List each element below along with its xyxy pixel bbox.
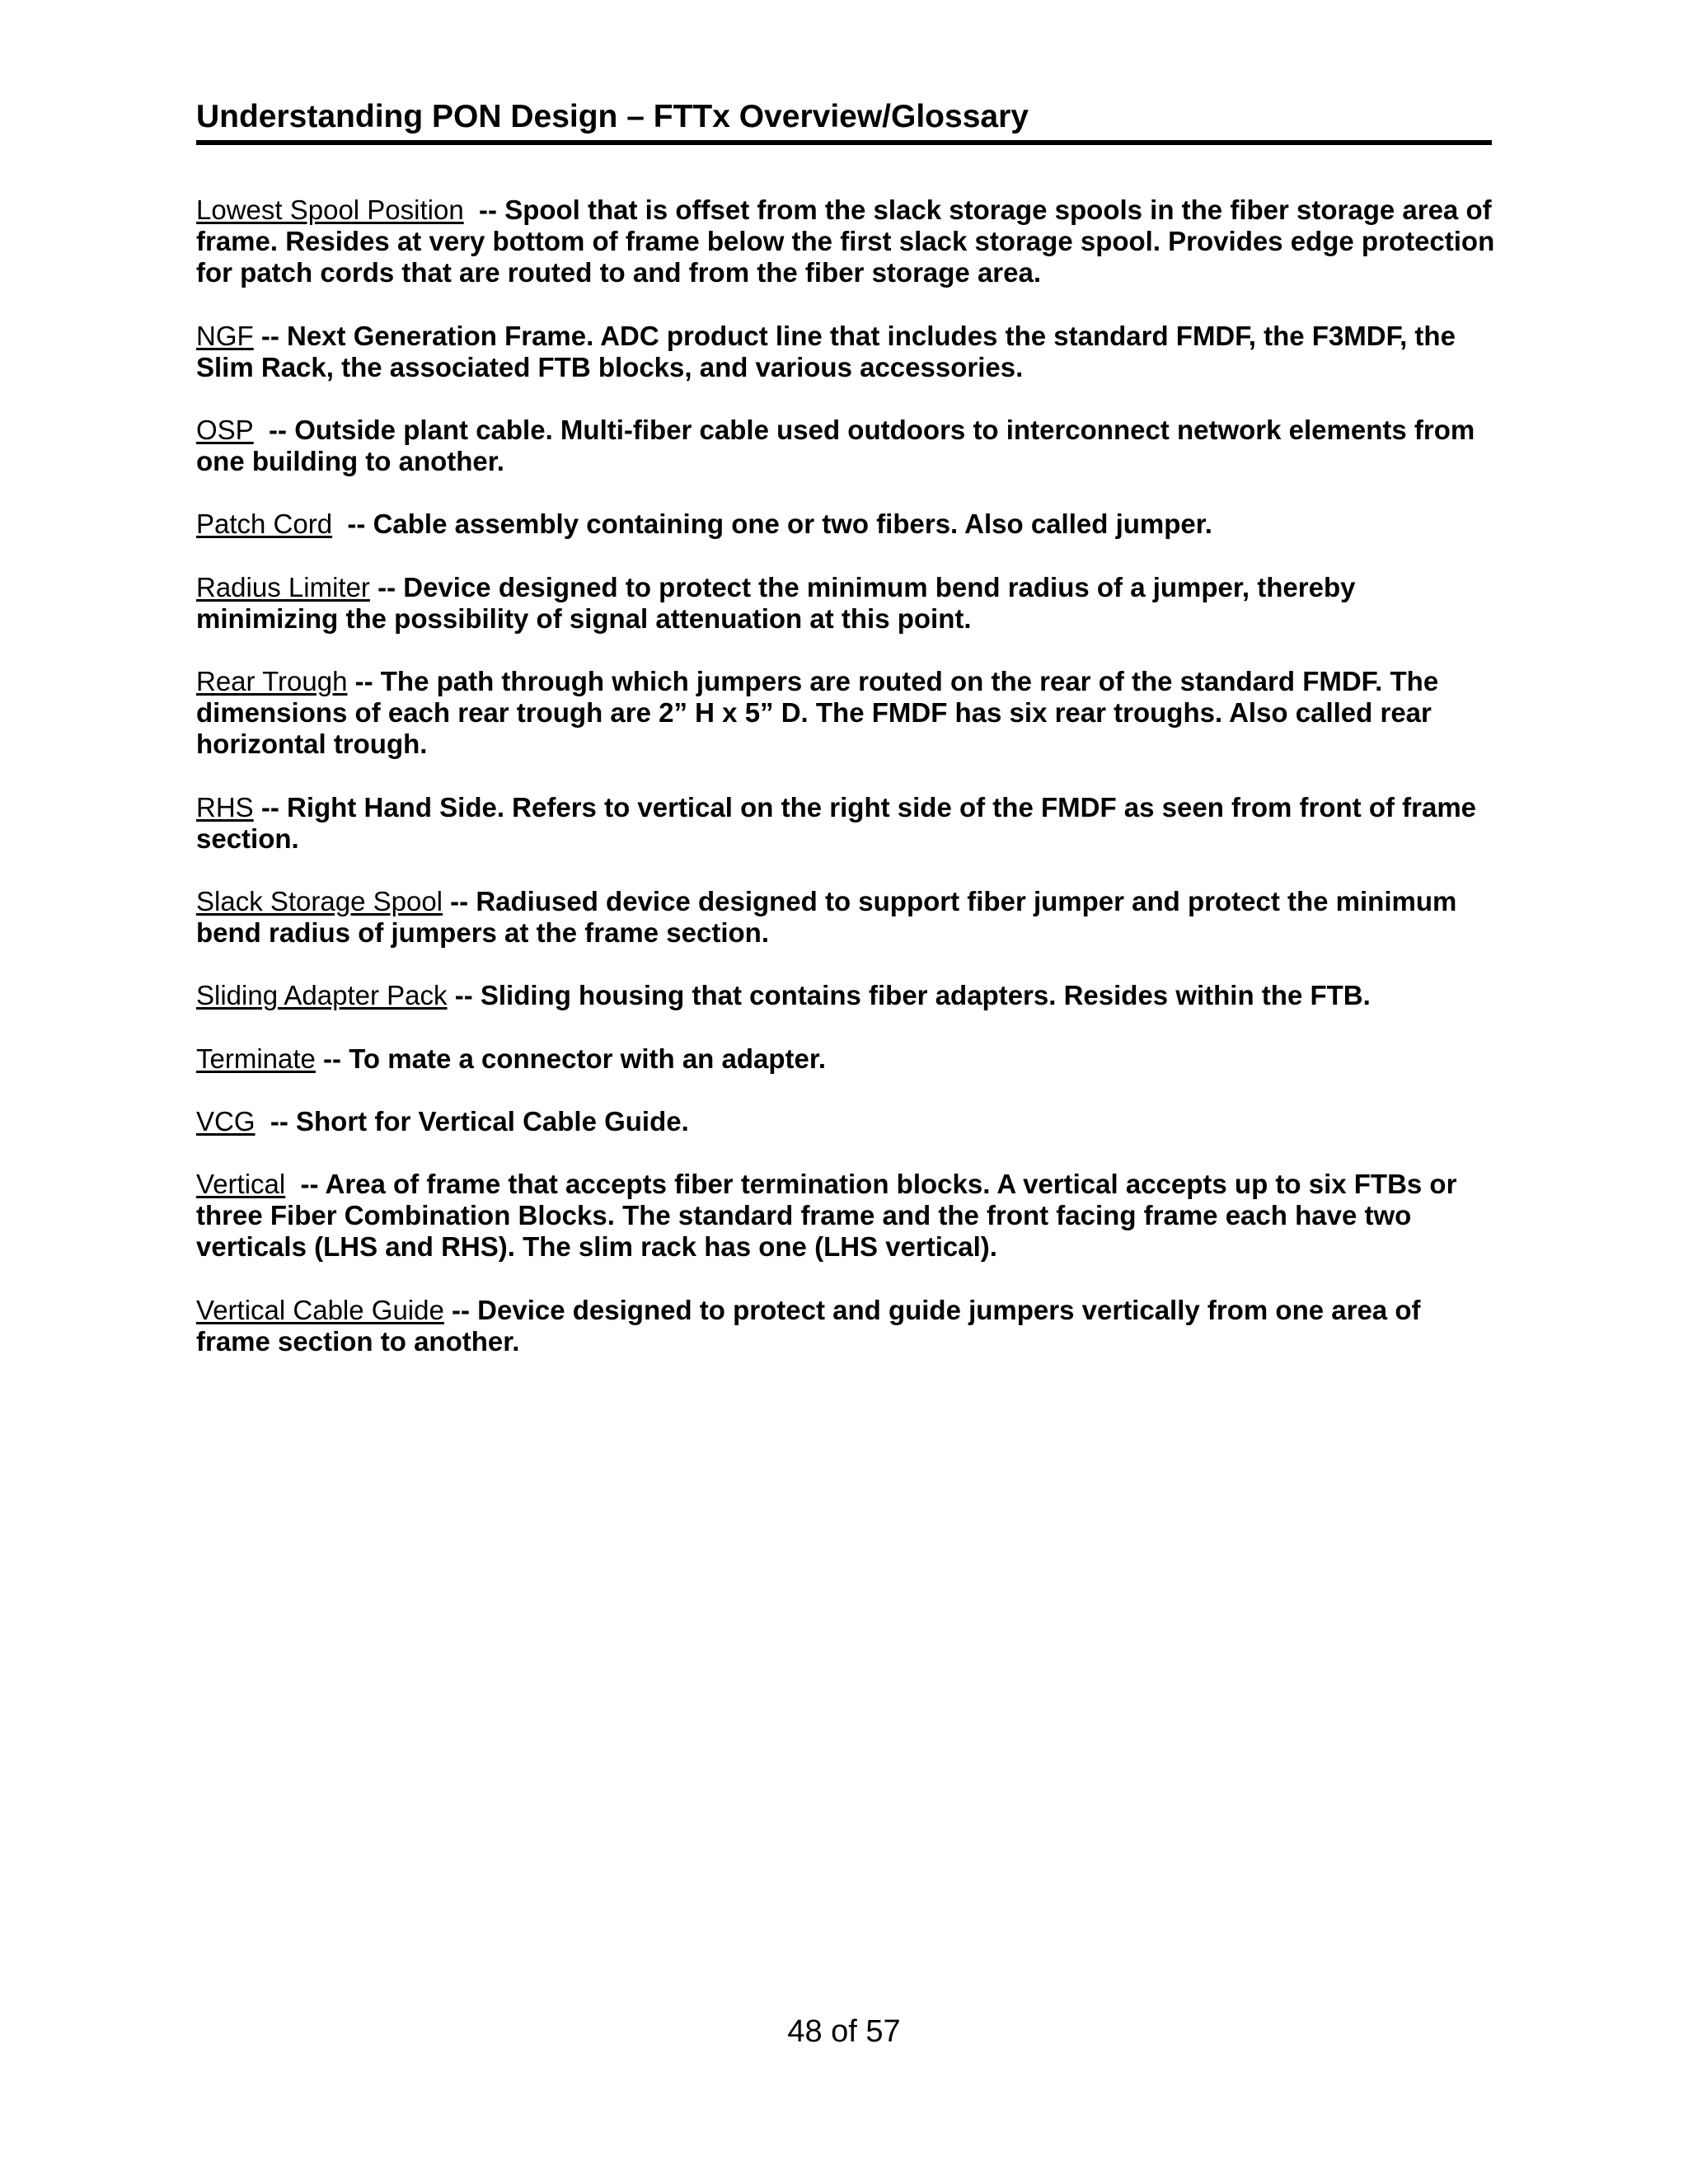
glossary-term: Slack Storage Spool (196, 886, 443, 917)
glossary-separator: -- (443, 886, 476, 917)
glossary-definition: Radiused device designed to support fiber jumper and protect the minimum bend radius of jumpers at the frame section. (196, 886, 1457, 949)
glossary-definition: Sliding housing that contains fiber adapters. Resides within the FTB. (480, 980, 1371, 1011)
glossary-entry (196, 509, 1498, 540)
glossary-definition: Device designed to protect and guide jumpers vertically from one area of frame section to another. (196, 1294, 1421, 1357)
glossary-separator: -- (315, 1043, 349, 1074)
page-number: 48 of 57 (787, 2014, 901, 2049)
glossary-term: Patch Cord (196, 509, 333, 540)
glossary-separator: -- (347, 666, 381, 697)
glossary-definition: Outside plant cable. Multi-fiber cable used outdoors to interconnect network elements from one building to another. (196, 415, 1475, 477)
glossary-definition: Spool that is offset from the slack storage spools in the fiber storage area of frame. Resides at very bottom of frame below the first slack storage spool. Provides edge protection for patch cords that are routed to and from the fiber storage area. (196, 194, 1495, 288)
glossary-definition: Area of frame that accepts fiber termination blocks. A vertical accepts up to six FTBs or three Fiber Combination Blocks. The standard frame and the front facing frame each have two verticals (LHS and RHS). The slim rack has one (LHS vertical). (196, 1169, 1457, 1263)
glossary-entry (196, 194, 1498, 289)
glossary-entry (196, 666, 1498, 761)
glossary-separator: -- (463, 194, 505, 225)
glossary-entry (196, 1106, 1498, 1137)
glossary-definition: Next Generation Frame. ADC product line that includes the standard FMDF, the F3MDF, the Slim Rack, the associated FTB blocks, and various accessories. (196, 320, 1456, 382)
glossary-definition: Device designed to protect the minimum bend radius of a jumper, thereby minimizing the possibility of signal attenuation at this point. (196, 571, 1356, 634)
glossary-separator: -- (443, 1294, 478, 1325)
glossary-separator: -- (332, 509, 373, 540)
page-title: Understanding PON Design – FTTx Overview/Glossary (196, 99, 1029, 134)
glossary-entry (196, 980, 1498, 1011)
glossary-term: Vertical Cable Guide (196, 1294, 444, 1325)
glossary-entry (196, 1043, 1498, 1075)
glossary-term: VCG (196, 1105, 256, 1137)
glossary-term: Terminate (196, 1043, 316, 1074)
glossary-definition: Short for Vertical Cable Guide. (296, 1105, 689, 1137)
glossary-separator: -- (255, 1105, 296, 1137)
glossary-separator: -- (253, 415, 295, 446)
glossary-term: OSP (196, 415, 254, 446)
glossary-entry (196, 1169, 1498, 1263)
glossary-entry (196, 886, 1498, 949)
glossary-entry (196, 321, 1498, 383)
glossary-separator: -- (285, 1169, 326, 1200)
glossary-separator: -- (253, 320, 287, 351)
glossary-term: Rear Trough (196, 666, 348, 697)
glossary-term: Radius Limiter (196, 571, 370, 602)
glossary-term: NGF (196, 320, 254, 351)
glossary-separator: -- (447, 980, 481, 1011)
glossary-separator: -- (253, 791, 288, 823)
glossary-entry (196, 415, 1498, 477)
glossary-separator: -- (369, 571, 404, 602)
glossary-entry (196, 572, 1498, 635)
glossary-definition: Right Hand Side. Refers to vertical on the right side of the FMDF as seen from front of frame section. (196, 791, 1477, 854)
page-header (196, 97, 1492, 145)
glossary-term: RHS (196, 791, 254, 823)
glossary-entry (196, 1295, 1498, 1357)
glossary-definition: To mate a connector with an adapter. (349, 1043, 827, 1074)
glossary-definition: The path through which jumpers are routed on the rear of the standard FMDF. The dimensions of each rear trough are 2” H x 5” D. The FMDF has six rear troughs. Also called rear horizontal trough. (196, 666, 1439, 760)
glossary-term: Vertical (196, 1169, 286, 1200)
glossary-definition: Cable assembly containing one or two fibers. Also called jumper. (373, 509, 1212, 540)
glossary-term: Lowest Spool Position (196, 194, 464, 225)
glossary-list (196, 194, 1498, 1389)
glossary-entry (196, 792, 1498, 855)
glossary-term: Sliding Adapter Pack (196, 980, 448, 1011)
